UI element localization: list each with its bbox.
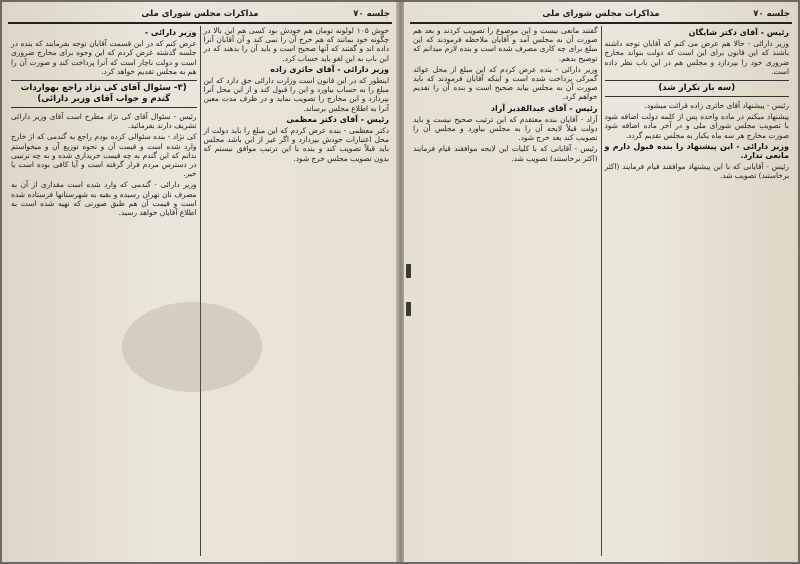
left-page bbox=[2, 2, 398, 562]
section-title: (سه بار تکرار شد) bbox=[605, 80, 790, 97]
right-page-columns bbox=[410, 26, 792, 556]
speaker-heading: وزیر دارائی - این پیشنهاد را بنده قبول دارم و مانعی ندارد. bbox=[604, 141, 789, 161]
paragraph: وزیر دارائی - بنده عرض کردم که این مبلغ از محل عوائد گمرکی پرداخت شده است و اینکه آقایان فرمودند که باید صورت آن به مجلس بیاید صحیح است و بنده آن را تقدیم خواهم کرد. bbox=[413, 64, 598, 102]
speaker-heading: رئیس - آقای عبدالقدیر آزاد bbox=[490, 103, 598, 113]
right-page-title: مذاکرات مجلس شورای ملی bbox=[542, 9, 660, 19]
paragraph: اینطور که در این قانون است وزارت دارائی حق دارد که این مبلغ را به حساب بیاورد و این را قبول کند و از این محل آنرا بپردازد و این مخارج را تصویب نماید و در ظرف مدت معین آنرا به اطلاع مجلس برساند. bbox=[203, 76, 389, 113]
paragraph: گفتند مانعی نیست و این موضوع را تصویب کردند و بعد هم صورت آن به مجلس آمد و آقایان ملاحظه فرمودند که این مبلغ برای چه کاری مصرف شده است و بنده لازم میدانم که توضیح بدهم. bbox=[413, 26, 598, 63]
paragraph: رئیس - سئوال آقای کی نژاد مطرح است آقای وزیر دارائی تشریف دارند بفرمائید. bbox=[11, 112, 197, 131]
right-column-2 bbox=[410, 26, 602, 556]
left-page-number: جلسه ۷۰ bbox=[353, 9, 390, 19]
binding-mark bbox=[406, 264, 411, 278]
paragraph: خوش ۱۰۵ لولونه تومان هم خودش بود کسی هم این بالا در چگونه خود بمانند که هم خرج آن را نمی کند و آن آقایان آنرا داده اند و گفتند که آنها صحیح است و باید آن را بدهند که در این باب به این لغو باید حساب کرد. bbox=[203, 26, 389, 63]
paragraph: رئیس - آقایانی که با این پیشنهاد موافقند قیام فرمایند (اکثر برخاستند) تصویب شد. bbox=[604, 162, 789, 181]
section-title: (۳- سئوال آقای کی نژاد راجع بهواردات گندم و جواب آقای وزیر دارائی) bbox=[11, 80, 197, 108]
paper-stain bbox=[122, 302, 262, 392]
left-column-2 bbox=[8, 26, 201, 556]
paragraph: وزیر دارائی - گندمی که وارد شده است مقداری از آن به مصرف نان تهران رسیده و بقیه به شهرستانها فرستاده شده است و قیمت آن هم طبق صورتی که تهیه شده است به اطلاع آقایان خواهد رسید. bbox=[11, 180, 197, 218]
binding-mark bbox=[406, 302, 411, 316]
speaker-heading: رئیس - آقای دکتر معظمی bbox=[286, 114, 389, 124]
paragraph: آزاد - آقایان بنده معتقدم که این ترتیب صحیح نیست و باید دولت قبلاً لایحه آن را به مجلس بیاورد و مجلس آن را تصویب کند بعد خرج شود. bbox=[413, 114, 598, 143]
right-page bbox=[404, 2, 798, 562]
speaker-heading: وزیر دارائی - bbox=[144, 28, 197, 37]
speaker-heading: رئیس - آقای دکتر شایگان bbox=[688, 28, 789, 37]
left-page-title: مذاکرات مجلس شورای ملی bbox=[141, 9, 259, 19]
paragraph: عرض کنم که در این قسمت آقایان توجه بفرمایند که بنده در جلسه گذشته عرض کردم که این وجوه برای مخارج ضروری است و دولت ناچار است که آنرا پرداخت کند و صورت آن را هم به مجلس تقدیم خواهد کرد. bbox=[11, 39, 197, 76]
paragraph: کی نژاد - بنده سئوالی کرده بودم راجع به گندمی که از خارج وارد شده است و قیمت آن و نحوه توزیع آن و میخواستم بدانم که این گندم به چه قیمت خریداری شده و به چه ترتیبی در دسترس مردم قرار گرفته است و آیا کافی بوده است یا خیر. bbox=[11, 132, 197, 179]
paragraph: رئیس - پیشنهاد آقای حاثری زاده قرائت میشود. bbox=[644, 101, 789, 111]
paragraph: پیشنهاد میکنم در ماده واحده پس از کلمه دولت اضافه شود با تصویب مجلس شورای ملی و در آخر ماده اضافه شود صورت مخارج هر سه ماه یکبار به مجلس تقدیم گردد. bbox=[604, 112, 789, 140]
right-page-header bbox=[410, 8, 792, 24]
paragraph: رئیس - آقایانی که با کلیات این لایحه موافقند قیام فرمایند (اکثر برخاستند) تصویب شد. bbox=[413, 144, 598, 163]
left-page-columns bbox=[8, 26, 392, 556]
right-page-number: جلسه ۷۰ bbox=[753, 9, 790, 19]
speaker-heading: وزیر دارائی - آقای حاثری زاده bbox=[270, 64, 389, 74]
left-column-1 bbox=[201, 26, 393, 556]
left-page-header bbox=[8, 8, 392, 24]
right-column-1 bbox=[602, 26, 793, 556]
paragraph: وزیر دارائی - حالا هم عرض می کنم که آقایان توجه داشته باشند که این قانون برای این است که دولت بتواند مخارج ضروری خود را بپردازد و مجلس هم در این باب نظر داده است. bbox=[604, 39, 789, 76]
paragraph: دکتر معظمی - بنده عرض کردم که این مبلغ را باید دولت از محل اعتبارات خودش بپردازد و اگر غیر از این باشد مجلس باید قبلاً تصویب کند و بنده با این ترتیب موافق نیستم که بدون تصویب مجلس خرج شود. bbox=[203, 126, 389, 163]
newspaper-spread bbox=[2, 2, 798, 562]
